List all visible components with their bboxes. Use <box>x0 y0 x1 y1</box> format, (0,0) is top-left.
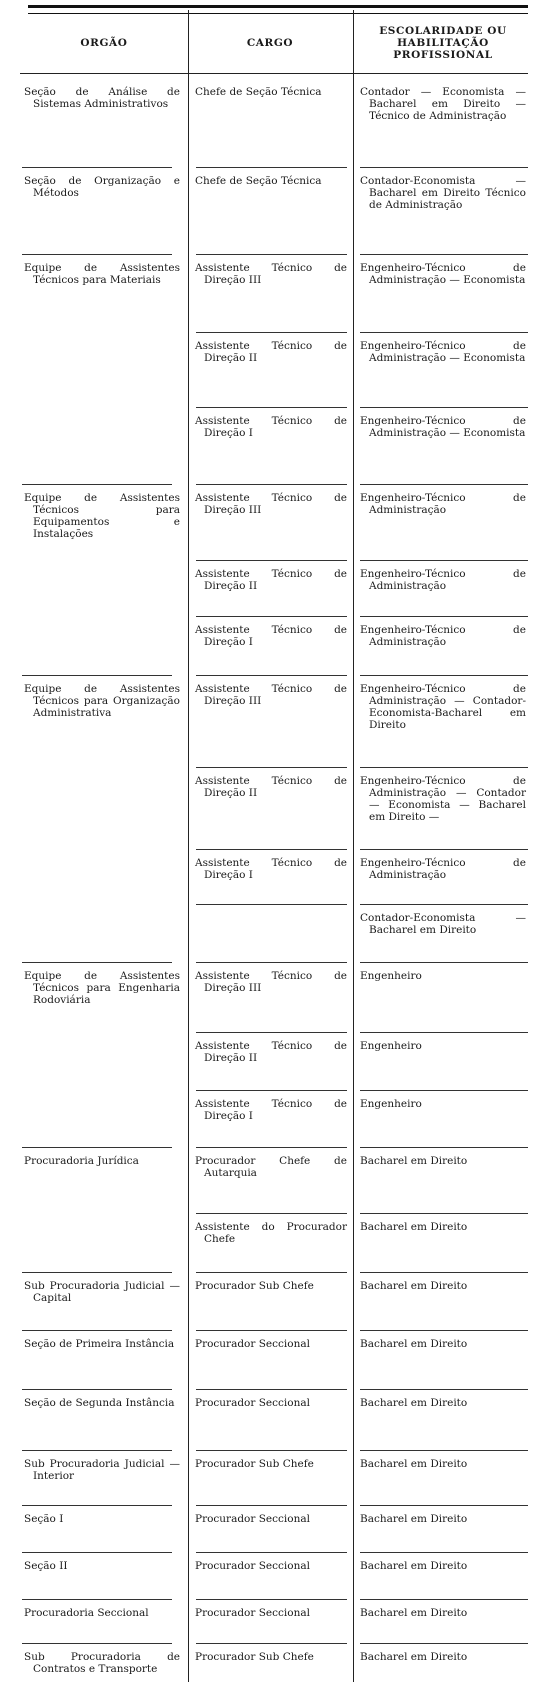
orgao-text: Seção II <box>24 1560 68 1572</box>
orgao-text: Seção I <box>24 1513 64 1525</box>
escolaridade-text: Engenheiro-Técnico de Administração — Economista <box>360 415 526 439</box>
cell-escolaridade <box>360 1155 526 1167</box>
cargo-text: Assistente Técnico de Direção III <box>195 262 347 286</box>
escolaridade-text: Engenheiro-Técnico de Administração — Contador-Economista-Bacharel em Direito <box>360 683 526 731</box>
cell-cargo <box>195 86 347 98</box>
escolaridade-text: Engenheiro-Técnico de Administração — Economista <box>360 262 526 286</box>
cargo-text: Assistente Técnico de Direção I <box>195 857 347 881</box>
orgao-text: Equipe de Assistentes Técnicos para Engenharia Rodoviária <box>24 970 180 1006</box>
header-escolaridade: ESCOLARIDADE OU HABILITAÇÃO PROFISSIONAL <box>379 25 507 61</box>
cell-cargo <box>195 1221 347 1245</box>
cell-cargo <box>195 1458 347 1470</box>
escolaridade-text: Bacharel em Direito <box>360 1607 468 1619</box>
cell-cargo <box>195 415 347 439</box>
row-rule <box>360 1272 528 1273</box>
escolaridade-text: Contador-Economista — Bacharel em Direito Técnico de Administração <box>360 175 526 211</box>
row-rule <box>360 962 528 963</box>
row-rule <box>22 1552 172 1553</box>
cargo-text: Procurador Sub Chefe <box>195 1458 314 1470</box>
row-rule <box>360 849 528 850</box>
cell-cargo <box>195 1560 347 1572</box>
row-rule <box>22 1272 172 1273</box>
row-rule <box>360 560 528 561</box>
cell-orgao <box>24 1280 180 1304</box>
row-rule <box>196 1147 347 1148</box>
cell-escolaridade <box>360 1280 526 1292</box>
orgao-text: Sub Procuradoria de Contratos e Transporte <box>24 1651 180 1675</box>
cargo-text: Procurador Chefe de Autarquia <box>195 1155 347 1179</box>
escolaridade-text: Engenheiro <box>360 1040 422 1052</box>
cell-escolaridade <box>360 857 526 881</box>
orgao-text: Equipe de Assistentes Técnicos para Organização Administrativa <box>24 683 180 719</box>
cell-escolaridade <box>360 1651 526 1663</box>
row-rule <box>196 254 347 255</box>
row-rule <box>360 1330 528 1331</box>
cargo-text: Assistente Técnico de Direção II <box>195 568 347 592</box>
cell-escolaridade <box>360 175 526 211</box>
cell-cargo <box>195 683 347 707</box>
cell-orgao <box>24 1397 180 1409</box>
cell-orgao <box>24 1513 180 1525</box>
cell-escolaridade <box>360 1221 526 1233</box>
row-rule <box>196 1213 347 1214</box>
cell-cargo <box>195 970 347 994</box>
cargo-text: Procurador Seccional <box>195 1397 310 1409</box>
escolaridade-text: Bacharel em Direito <box>360 1651 468 1663</box>
cargo-text: Assistente Técnico de Direção III <box>195 492 347 516</box>
cargo-text: Assistente Técnico de Direção I <box>195 1098 347 1122</box>
cell-escolaridade <box>360 912 526 936</box>
cell-escolaridade <box>360 1397 526 1409</box>
row-rule <box>360 407 528 408</box>
cell-orgao <box>24 175 180 199</box>
cell-cargo <box>195 1098 347 1122</box>
cell-escolaridade <box>360 1607 526 1619</box>
escolaridade-text: Engenheiro <box>360 1098 422 1110</box>
header-cargo: CARGO <box>246 37 294 49</box>
row-rule <box>196 849 347 850</box>
escolaridade-text: Bacharel em Direito <box>360 1221 468 1233</box>
row-rule <box>22 1389 172 1390</box>
row-rule <box>196 767 347 768</box>
row-rule <box>360 1147 528 1148</box>
cargo-text: Assistente Técnico de Direção II <box>195 1040 347 1064</box>
row-rule <box>196 675 347 676</box>
escolaridade-text: Engenheiro-Técnico de Administração <box>360 568 526 592</box>
row-rule <box>360 616 528 617</box>
escolaridade-text: Engenheiro <box>360 970 422 982</box>
document-page <box>20 0 528 1682</box>
orgao-text: Equipe de Assistentes Técnicos para Materiais <box>24 262 180 286</box>
cell-cargo <box>195 340 347 364</box>
cargo-text: Chefe de Seção Técnica <box>195 86 322 98</box>
row-rule <box>196 1450 347 1451</box>
cargo-text: Assistente Técnico de Direção III <box>195 683 347 707</box>
row-rule <box>360 1450 528 1451</box>
cell-cargo <box>195 1513 347 1525</box>
cell-cargo <box>195 1397 347 1409</box>
orgao-text: Seção de Segunda Instância <box>24 1397 175 1409</box>
cell-orgao <box>24 492 180 540</box>
cargo-text: Procurador Seccional <box>195 1513 310 1525</box>
row-rule <box>22 1330 172 1331</box>
orgao-text: Procuradoria Seccional <box>24 1607 149 1619</box>
row-rule <box>360 1552 528 1553</box>
cell-cargo <box>195 624 347 648</box>
orgao-text: Procuradoria Jurídica <box>24 1155 139 1167</box>
cargo-text: Procurador Seccional <box>195 1607 310 1619</box>
cell-escolaridade <box>360 624 526 648</box>
escolaridade-text: Bacharel em Direito <box>360 1338 468 1350</box>
row-rule <box>22 254 172 255</box>
cell-orgao <box>24 683 180 719</box>
row-rule <box>360 484 528 485</box>
cargo-text: Assistente Técnico de Direção II <box>195 775 347 799</box>
row-rule <box>22 167 172 168</box>
cell-cargo <box>195 1651 347 1663</box>
row-rule <box>360 1599 528 1600</box>
escolaridade-text: Engenheiro-Técnico de Administração — Contador — Economista — Bacharel em Direito — <box>360 775 526 823</box>
row-rule <box>196 1643 347 1644</box>
cell-escolaridade <box>360 568 526 592</box>
row-rule <box>22 675 172 676</box>
row-rule <box>22 1450 172 1451</box>
cell-escolaridade <box>360 1458 526 1470</box>
cell-cargo <box>195 492 347 516</box>
row-rule <box>360 767 528 768</box>
cargo-text: Chefe de Seção Técnica <box>195 175 322 187</box>
row-rule <box>360 1213 528 1214</box>
cell-orgao <box>24 1155 180 1167</box>
cell-escolaridade <box>360 340 526 364</box>
row-rule <box>196 1090 347 1091</box>
orgao-text: Seção de Primeira Instância <box>24 1338 175 1350</box>
cell-cargo <box>195 262 347 286</box>
escolaridade-text: Bacharel em Direito <box>360 1513 468 1525</box>
cell-escolaridade <box>360 970 526 982</box>
row-rule <box>196 560 347 561</box>
cell-escolaridade <box>360 1560 526 1572</box>
cargo-text: Assistente Técnico de Direção III <box>195 970 347 994</box>
orgao-text: Equipe de Assistentes Técnicos para Equipamentos e Instalações <box>24 492 180 540</box>
cell-orgao <box>24 1607 180 1619</box>
row-rule <box>196 407 347 408</box>
cell-cargo <box>195 175 347 187</box>
row-rule <box>22 962 172 963</box>
orgao-text: Sub Procuradoria Judicial — Interior <box>24 1458 180 1482</box>
cell-escolaridade <box>360 775 526 823</box>
cell-orgao <box>24 1458 180 1482</box>
table-header <box>20 13 528 73</box>
row-rule <box>360 1032 528 1033</box>
escolaridade-text: Engenheiro-Técnico de Administração — Economista <box>360 340 526 364</box>
row-rule <box>196 1272 347 1273</box>
row-rule <box>360 167 528 168</box>
column-divider-1 <box>188 10 189 1682</box>
escolaridade-text: Bacharel em Direito <box>360 1397 468 1409</box>
row-rule <box>22 484 172 485</box>
cell-cargo <box>195 1155 347 1179</box>
row-rule <box>196 332 347 333</box>
escolaridade-text: Contador — Economista — Bacharel em Direito — Técnico de Administração <box>360 86 526 122</box>
row-rule <box>360 1643 528 1644</box>
header-rule <box>20 73 528 74</box>
cell-cargo <box>195 857 347 881</box>
escolaridade-text: Bacharel em Direito <box>360 1458 468 1470</box>
cell-escolaridade <box>360 1513 526 1525</box>
row-rule <box>196 167 347 168</box>
row-rule <box>360 254 528 255</box>
cargo-text: Procurador Seccional <box>195 1338 310 1350</box>
row-rule <box>196 1599 347 1600</box>
cargo-text: Assistente do Procurador Chefe <box>195 1221 347 1245</box>
cargo-text: Assistente Técnico de Direção I <box>195 415 347 439</box>
cell-orgao <box>24 1560 180 1572</box>
row-rule <box>360 1389 528 1390</box>
orgao-text: Sub Procuradoria Judicial — Capital <box>24 1280 180 1304</box>
cell-escolaridade <box>360 492 526 516</box>
escolaridade-text: Contador-Economista — Bacharel em Direito <box>360 912 526 936</box>
cell-orgao <box>24 970 180 1006</box>
row-rule <box>360 1505 528 1506</box>
cell-escolaridade <box>360 1040 526 1052</box>
cell-orgao <box>24 1651 180 1675</box>
cell-escolaridade <box>360 1098 526 1110</box>
row-rule <box>196 904 347 905</box>
column-divider-2 <box>353 10 354 1682</box>
cargo-text: Procurador Sub Chefe <box>195 1651 314 1663</box>
cell-escolaridade <box>360 1338 526 1350</box>
escolaridade-text: Engenheiro-Técnico de Administração <box>360 624 526 648</box>
cell-escolaridade <box>360 683 526 731</box>
cell-escolaridade <box>360 262 526 286</box>
row-rule <box>360 1090 528 1091</box>
cell-cargo <box>195 568 347 592</box>
row-rule <box>196 1032 347 1033</box>
row-rule <box>196 1552 347 1553</box>
escolaridade-text: Bacharel em Direito <box>360 1155 468 1167</box>
orgao-text: Seção de Análise de Sistemas Administrativos <box>24 86 180 110</box>
cell-orgao <box>24 1338 180 1350</box>
row-rule <box>196 962 347 963</box>
row-rule <box>360 332 528 333</box>
row-rule <box>196 1330 347 1331</box>
row-rule <box>196 1505 347 1506</box>
cargo-text: Assistente Técnico de Direção II <box>195 340 347 364</box>
cargo-text: Procurador Sub Chefe <box>195 1280 314 1292</box>
cell-escolaridade <box>360 86 526 122</box>
cell-orgao <box>24 86 180 110</box>
escolaridade-text: Bacharel em Direito <box>360 1560 468 1572</box>
cell-cargo <box>195 1338 347 1350</box>
escolaridade-text: Engenheiro-Técnico de Administração <box>360 492 526 516</box>
escolaridade-text: Engenheiro-Técnico de Administração <box>360 857 526 881</box>
cell-cargo <box>195 1040 347 1064</box>
row-rule <box>22 1505 172 1506</box>
row-rule <box>196 484 347 485</box>
cargo-text: Assistente Técnico de Direção I <box>195 624 347 648</box>
cell-cargo <box>195 775 347 799</box>
escolaridade-text: Bacharel em Direito <box>360 1280 468 1292</box>
row-rule <box>196 616 347 617</box>
cell-orgao <box>24 262 180 286</box>
cell-escolaridade <box>360 415 526 439</box>
row-rule <box>196 1389 347 1390</box>
row-rule <box>22 1643 172 1644</box>
orgao-text: Seção de Organização e Métodos <box>24 175 180 199</box>
row-rule <box>360 904 528 905</box>
row-rule <box>22 1599 172 1600</box>
row-rule <box>360 675 528 676</box>
row-rule <box>22 1147 172 1148</box>
cargo-text: Procurador Seccional <box>195 1560 310 1572</box>
header-orgao: ORGÃO <box>80 37 128 49</box>
cell-cargo <box>195 1607 347 1619</box>
cell-cargo <box>195 1280 347 1292</box>
